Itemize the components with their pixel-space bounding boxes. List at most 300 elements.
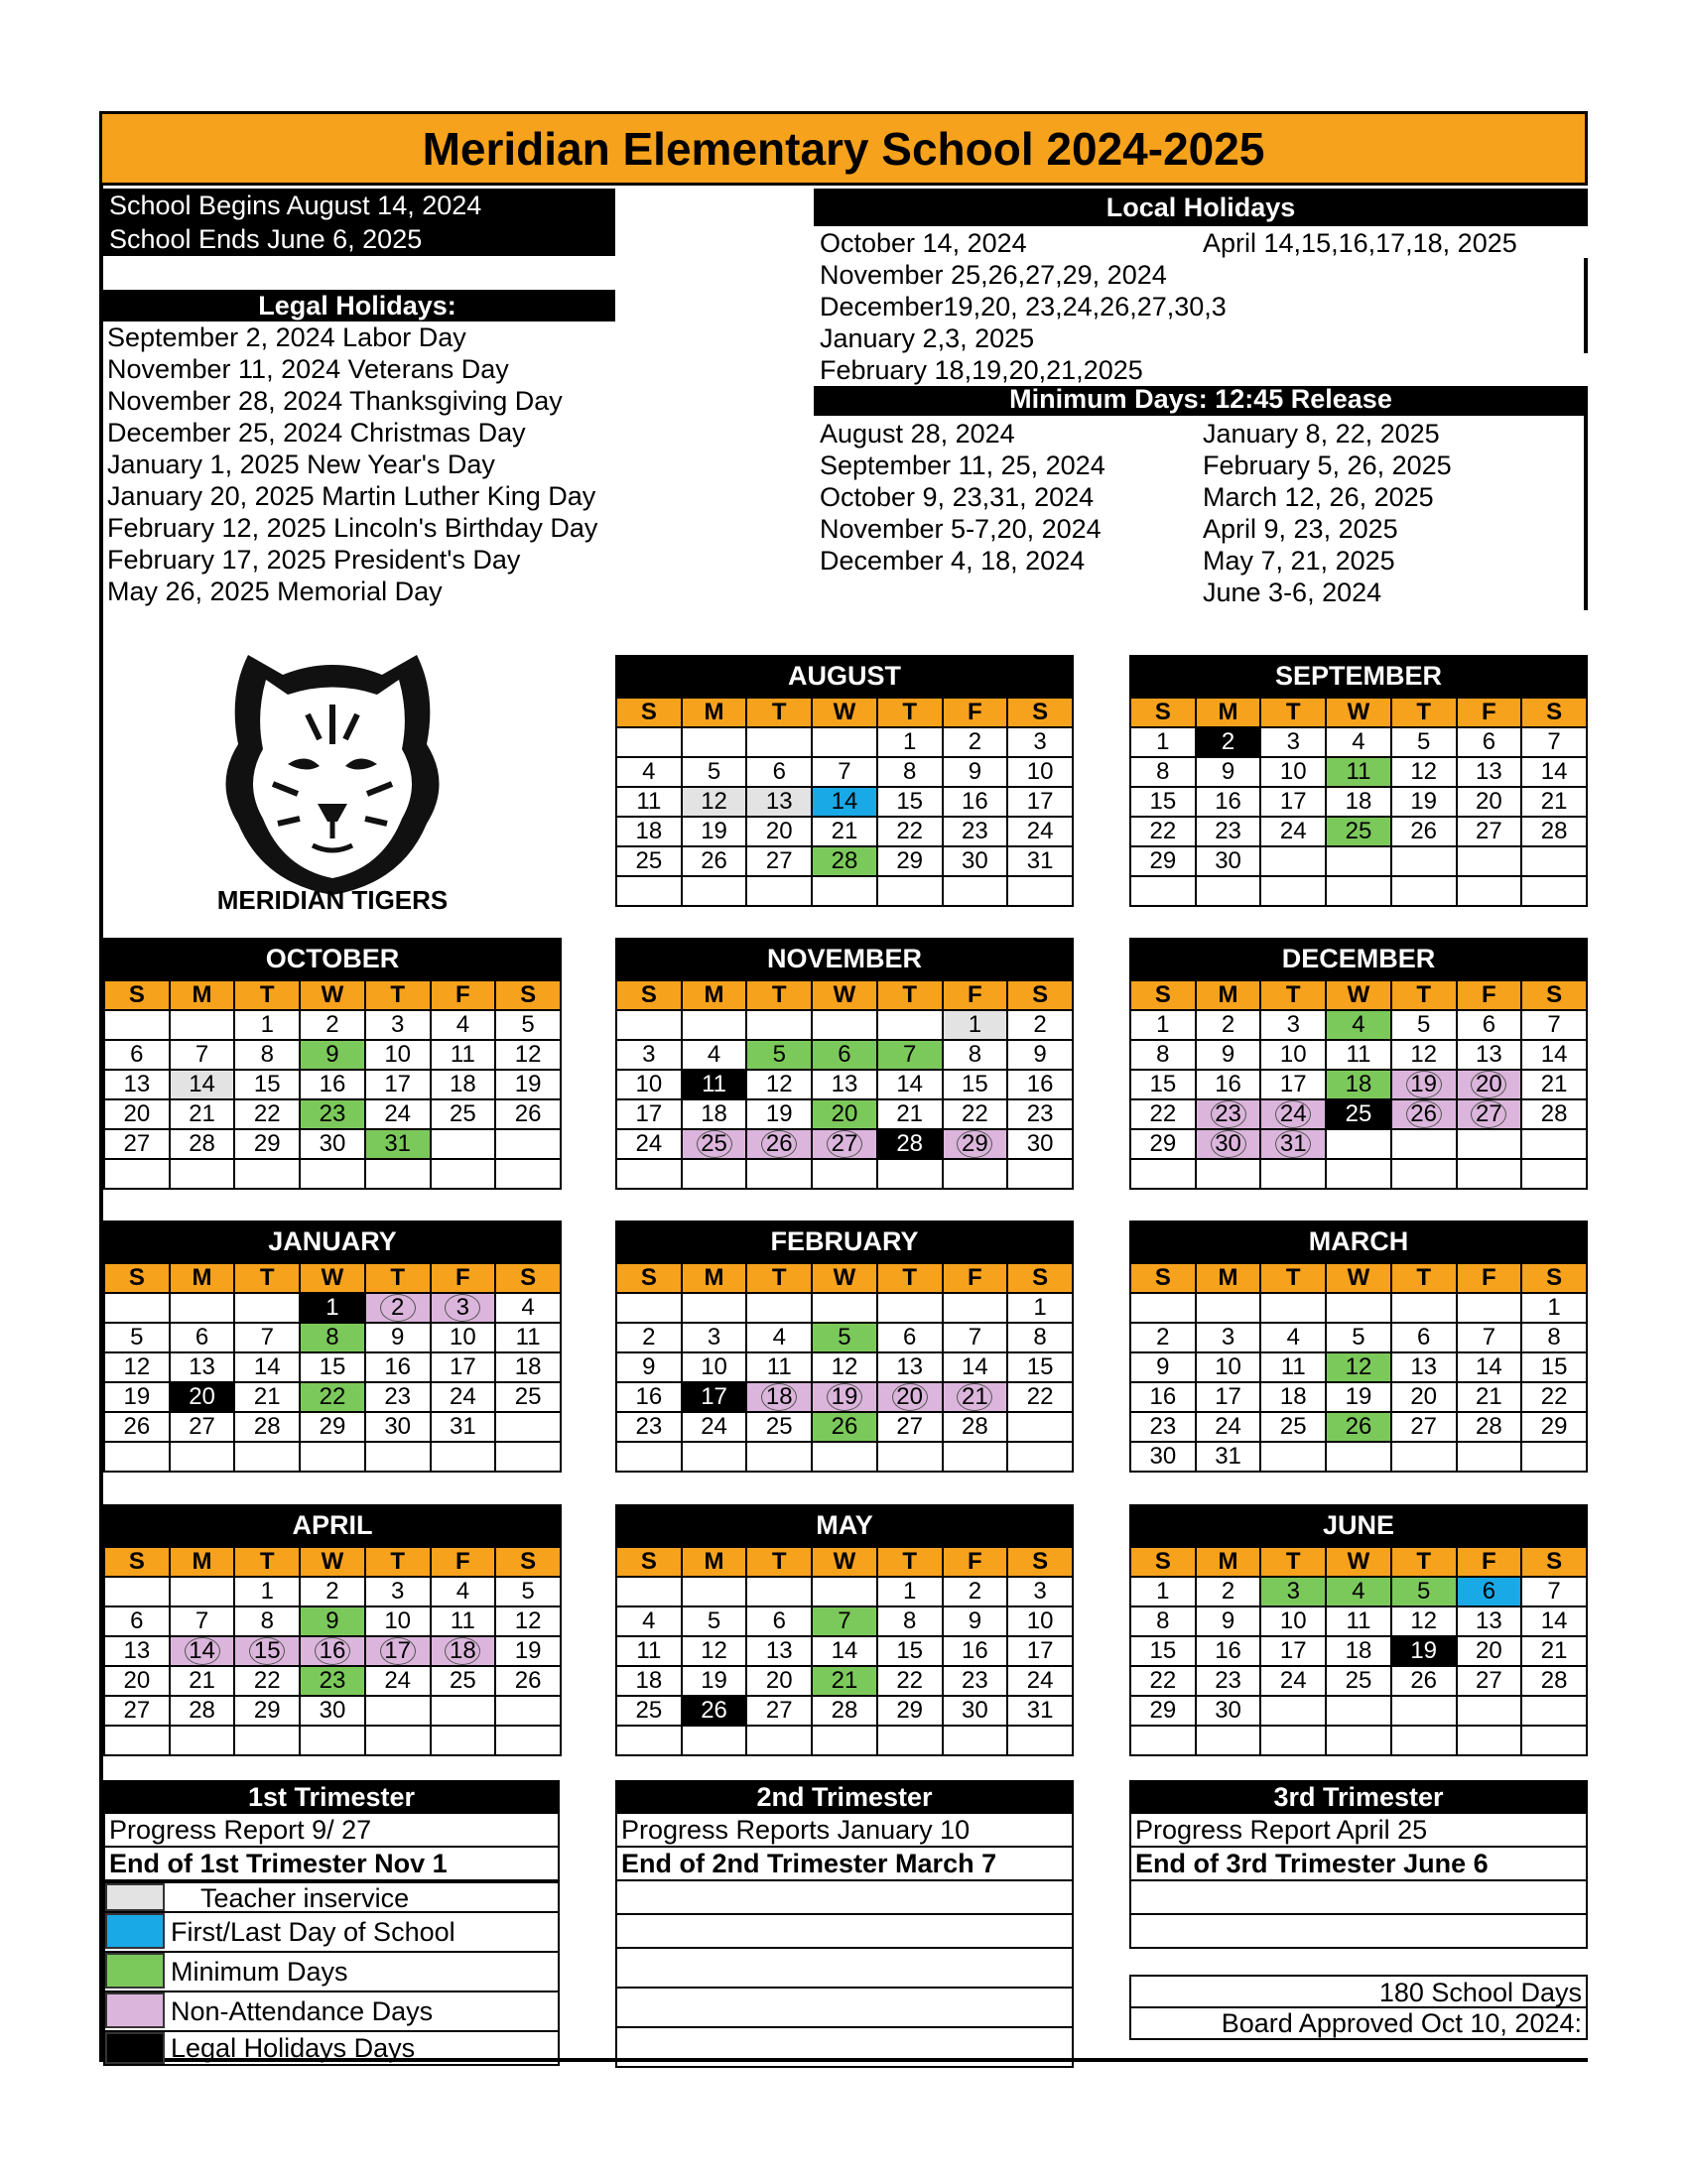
day-number: 11	[1346, 758, 1371, 785]
day-number: 2	[1221, 1578, 1235, 1605]
day-number: 31	[1026, 1697, 1054, 1724]
day-cell	[1007, 1696, 1073, 1726]
month-name: FEBRUARY	[615, 1220, 1074, 1262]
day-cell	[234, 1293, 300, 1323]
day-header: T	[746, 1263, 812, 1293]
day-number: 24	[635, 1130, 663, 1157]
day-number: 17	[701, 1383, 727, 1410]
day-cell	[431, 1577, 496, 1606]
week-row	[616, 1696, 1073, 1726]
day-cell	[877, 1129, 943, 1159]
day-cell	[682, 1696, 747, 1726]
day-cell	[1457, 757, 1522, 787]
week-row	[1130, 727, 1587, 757]
day-number: 5	[521, 1011, 535, 1038]
day-header: T	[365, 980, 431, 1010]
day-cell	[943, 1293, 1008, 1323]
day-cell	[1457, 1726, 1522, 1755]
day-cell	[1007, 1010, 1073, 1040]
day-cell	[1130, 1323, 1196, 1352]
day-cell	[1007, 1606, 1073, 1636]
day-number: 1	[1156, 1578, 1170, 1605]
day-number: 29	[1540, 1413, 1568, 1440]
day-cell	[943, 1696, 1008, 1726]
day-number: 12	[831, 1353, 858, 1380]
day-number: 11	[515, 1324, 541, 1350]
week-row	[104, 1606, 561, 1636]
day-cell	[234, 1636, 300, 1666]
day-cell	[104, 1352, 170, 1382]
empty-row	[615, 2028, 1074, 2068]
month-name: AUGUST	[615, 655, 1074, 697]
day-number: 10	[1215, 1353, 1241, 1380]
day-header: M	[1196, 980, 1261, 1010]
legal-holidays-heading: Legal Holidays:	[99, 290, 615, 321]
day-number: 26	[701, 1697, 727, 1724]
day-cell	[616, 876, 682, 906]
day-cell	[1196, 1666, 1261, 1696]
day-header: T	[1391, 1547, 1457, 1577]
day-cell	[746, 1666, 812, 1696]
day-number: 2	[968, 728, 982, 755]
day-cell	[943, 876, 1008, 906]
day-number: 21	[189, 1100, 215, 1127]
week-row	[616, 1323, 1073, 1352]
day-cell	[877, 1323, 943, 1352]
day-cell	[877, 1040, 943, 1070]
day-cell	[1326, 1010, 1391, 1040]
day-number: 15	[896, 788, 924, 815]
day-cell	[234, 1666, 300, 1696]
day-cell	[495, 1696, 561, 1726]
day-cell	[682, 1040, 747, 1070]
day-cell	[616, 1352, 682, 1382]
day-header-row	[616, 1547, 1073, 1577]
day-cell	[1260, 1293, 1326, 1323]
day-header-row	[104, 980, 561, 1010]
week-row	[616, 846, 1073, 876]
day-cell	[616, 1636, 682, 1666]
day-cell	[1260, 1159, 1326, 1189]
day-number: 1	[325, 1294, 339, 1321]
day-cell	[1391, 846, 1457, 876]
day-cell	[104, 1323, 170, 1352]
day-cell	[746, 1159, 812, 1189]
day-cell	[431, 1382, 496, 1412]
day-cell	[943, 1352, 1008, 1382]
local-holiday-item: February 18,19,20,21,2025	[820, 355, 1143, 385]
day-cell	[1130, 1606, 1196, 1636]
day-number: 8	[1156, 1041, 1170, 1068]
week-row	[104, 1382, 561, 1412]
day-cell	[1007, 1666, 1073, 1696]
day-cell	[1391, 1010, 1457, 1040]
month-name: MARCH	[1129, 1220, 1588, 1262]
day-cell	[877, 1352, 943, 1382]
day-number: 27	[1410, 1413, 1438, 1440]
day-cell	[1260, 1070, 1326, 1099]
legend-swatch	[105, 2032, 165, 2064]
week-row	[104, 1159, 561, 1189]
week-row	[616, 757, 1073, 787]
day-cell	[1260, 1696, 1326, 1726]
day-number: 22	[962, 1100, 988, 1127]
day-number: 17	[1026, 1637, 1054, 1664]
day-cell	[104, 1382, 170, 1412]
day-number: 16	[1026, 1071, 1054, 1097]
day-header: S	[616, 980, 682, 1010]
legal-holidays-list	[107, 321, 597, 607]
day-number: 11	[766, 1353, 792, 1380]
day-number: 20	[892, 1383, 928, 1411]
day-cell	[1391, 1159, 1457, 1189]
day-cell	[431, 1010, 496, 1040]
minimum-day-item: August 28, 2024	[820, 419, 1015, 449]
day-number: 18	[445, 1637, 480, 1665]
day-cell	[812, 1159, 877, 1189]
day-cell	[812, 1099, 877, 1129]
day-number: 25	[1345, 818, 1372, 844]
day-header: W	[812, 980, 877, 1010]
day-number: 28	[831, 847, 858, 874]
day-cell	[1260, 1666, 1326, 1696]
day-cell	[746, 1129, 812, 1159]
day-cell	[104, 1442, 170, 1472]
day-number: 28	[1540, 1100, 1568, 1127]
day-number: 8	[260, 1041, 274, 1068]
day-cell	[682, 1010, 747, 1040]
day-number: 22	[1149, 1667, 1177, 1694]
day-number: 23	[1215, 1667, 1241, 1694]
day-cell	[1196, 1726, 1261, 1755]
day-number: 25	[1345, 1667, 1372, 1694]
day-number: 20	[765, 818, 793, 844]
day-cell	[365, 1666, 431, 1696]
day-cell	[365, 1382, 431, 1412]
day-cell	[234, 1412, 300, 1442]
day-number: 13	[831, 1071, 858, 1097]
day-number: 24	[1279, 1667, 1307, 1694]
day-number: 2	[325, 1011, 339, 1038]
week-row	[616, 1577, 1073, 1606]
day-cell	[1130, 1159, 1196, 1189]
day-cell	[943, 817, 1008, 846]
day-number: 30	[1215, 847, 1241, 874]
day-number: 30	[1211, 1130, 1246, 1158]
day-number: 8	[1156, 758, 1170, 785]
day-header-row	[1130, 1547, 1587, 1577]
day-header: T	[365, 1547, 431, 1577]
day-cell	[1260, 1129, 1326, 1159]
day-number: 11	[1346, 1607, 1371, 1634]
day-number: 13	[765, 788, 793, 815]
trimester-3	[1129, 1780, 1588, 1949]
day-cell	[746, 846, 812, 876]
day-number: 3	[1221, 1324, 1235, 1350]
day-cell	[300, 1129, 365, 1159]
day-cell	[1196, 1636, 1261, 1666]
day-header: S	[616, 698, 682, 727]
day-cell	[431, 1099, 496, 1129]
day-number: 9	[325, 1607, 339, 1634]
day-number: 5	[1416, 728, 1431, 755]
day-cell	[1196, 1352, 1261, 1382]
day-cell	[170, 1099, 235, 1129]
legal-holiday-item: January 1, 2025 New Year's Day	[107, 450, 495, 479]
day-cell	[1391, 1577, 1457, 1606]
day-number: 28	[189, 1697, 215, 1724]
day-number: 18	[450, 1071, 476, 1097]
day-cell	[1260, 787, 1326, 817]
week-row	[104, 1442, 561, 1472]
day-cell	[300, 1666, 365, 1696]
day-cell	[1007, 1726, 1073, 1755]
day-number: 24	[1215, 1413, 1241, 1440]
day-cell	[682, 1323, 747, 1352]
day-number: 14	[962, 1353, 988, 1380]
day-cell	[300, 1070, 365, 1099]
day-number: 1	[260, 1011, 274, 1038]
day-header: S	[1130, 1547, 1196, 1577]
day-number: 29	[1149, 1130, 1177, 1157]
day-cell	[812, 757, 877, 787]
day-number: 24	[384, 1667, 412, 1694]
day-number: 2	[1156, 1324, 1170, 1350]
day-number: 25	[450, 1100, 476, 1127]
day-number: 20	[1410, 1383, 1438, 1410]
day-number: 3	[1286, 728, 1300, 755]
day-number: 18	[1345, 1071, 1372, 1097]
day-cell	[170, 1726, 235, 1755]
day-number: 17	[450, 1353, 476, 1380]
day-number: 1	[1156, 1011, 1170, 1038]
day-header: T	[746, 1547, 812, 1577]
day-cell	[682, 1606, 747, 1636]
day-number: 19	[1406, 1071, 1442, 1098]
day-cell	[1260, 1382, 1326, 1412]
day-cell	[1521, 1323, 1587, 1352]
day-cell	[1326, 1636, 1391, 1666]
week-row	[1130, 1070, 1587, 1099]
local-holidays-heading: Local Holidays	[814, 189, 1588, 226]
day-header: W	[1326, 980, 1391, 1010]
day-number: 17	[1215, 1383, 1241, 1410]
day-cell	[1521, 1412, 1587, 1442]
day-number: 14	[1540, 1607, 1568, 1634]
day-cell	[495, 1442, 561, 1472]
legal-holiday-item: September 2, 2024 Labor Day	[107, 322, 466, 352]
week-row	[616, 1040, 1073, 1070]
day-number: 5	[772, 1041, 786, 1068]
day-number: 8	[260, 1607, 274, 1634]
day-number: 3	[390, 1578, 405, 1605]
day-number: 26	[514, 1667, 542, 1694]
day-cell	[365, 1293, 431, 1323]
day-number: 12	[701, 788, 727, 815]
day-number: 6	[130, 1041, 144, 1068]
day-number: 25	[697, 1130, 732, 1158]
day-number: 23	[319, 1100, 346, 1127]
day-cell	[616, 1726, 682, 1755]
day-cell	[1391, 1293, 1457, 1323]
day-cell	[682, 1159, 747, 1189]
day-number: 15	[1149, 1071, 1177, 1097]
day-cell	[431, 1696, 496, 1726]
day-cell	[812, 1040, 877, 1070]
day-cell	[1130, 757, 1196, 787]
day-header: F	[1457, 1263, 1522, 1293]
day-cell	[431, 1412, 496, 1442]
day-number: 10	[701, 1353, 727, 1380]
day-cell	[682, 727, 747, 757]
day-cell	[365, 1577, 431, 1606]
day-cell	[300, 1696, 365, 1726]
legend-label: Teacher inservice	[200, 1883, 410, 1913]
day-cell	[1391, 1412, 1457, 1442]
day-number: 19	[514, 1637, 542, 1664]
day-number: 9	[642, 1353, 656, 1380]
day-number: 25	[450, 1667, 476, 1694]
day-cell	[1007, 1070, 1073, 1099]
legend-label: Legal Holidays Days	[171, 2033, 416, 2063]
day-number: 22	[896, 818, 924, 844]
day-cell	[812, 1577, 877, 1606]
day-number: 21	[831, 1667, 858, 1694]
day-cell	[495, 1323, 561, 1352]
day-cell	[1457, 1577, 1522, 1606]
day-number: 20	[189, 1383, 215, 1410]
day-header: T	[234, 980, 300, 1010]
day-cell	[1391, 787, 1457, 817]
day-cell	[1007, 727, 1073, 757]
day-header: T	[877, 698, 943, 727]
day-cell	[1007, 757, 1073, 787]
day-number: 23	[319, 1667, 346, 1694]
day-cell	[682, 1577, 747, 1606]
month-name: JANUARY	[103, 1220, 562, 1262]
day-header-row	[104, 1263, 561, 1293]
day-header: T	[1260, 1547, 1326, 1577]
day-number: 21	[253, 1383, 281, 1410]
day-number: 20	[123, 1667, 151, 1694]
day-number: 21	[831, 818, 858, 844]
week-row	[104, 1726, 561, 1755]
day-number: 11	[1280, 1353, 1306, 1380]
week-row	[616, 1099, 1073, 1129]
day-number: 21	[957, 1383, 992, 1411]
day-cell	[943, 1636, 1008, 1666]
day-cell	[104, 1606, 170, 1636]
day-cell	[943, 1099, 1008, 1129]
month-calendar-december	[1129, 938, 1588, 1190]
day-number: 9	[1156, 1353, 1170, 1380]
day-number: 5	[521, 1578, 535, 1605]
day-cell	[682, 1099, 747, 1129]
day-cell	[1196, 1606, 1261, 1636]
day-header: S	[1521, 1263, 1587, 1293]
week-row	[1130, 1040, 1587, 1070]
day-cell	[812, 1010, 877, 1040]
day-cell	[1196, 1293, 1261, 1323]
day-cell	[1326, 1382, 1391, 1412]
day-cell	[812, 1726, 877, 1755]
day-cell	[682, 876, 747, 906]
day-cell	[1326, 846, 1391, 876]
day-number: 5	[838, 1324, 851, 1350]
day-cell	[1457, 1442, 1522, 1472]
day-cell	[1260, 1412, 1326, 1442]
day-cell	[877, 1726, 943, 1755]
day-number: 13	[123, 1637, 151, 1664]
day-number: 9	[325, 1041, 339, 1068]
day-number: 22	[253, 1667, 281, 1694]
day-cell	[1130, 1636, 1196, 1666]
day-number: 16	[635, 1383, 663, 1410]
day-cell	[812, 817, 877, 846]
day-number: 6	[130, 1607, 144, 1634]
day-number: 15	[962, 1071, 988, 1097]
day-number: 18	[761, 1383, 797, 1411]
day-number: 12	[1410, 1041, 1438, 1068]
day-number: 7	[902, 1041, 917, 1068]
day-cell	[1326, 757, 1391, 787]
day-cell	[1130, 1352, 1196, 1382]
day-number: 5	[130, 1324, 144, 1350]
day-number: 17	[1279, 1637, 1307, 1664]
day-number: 27	[1471, 1100, 1506, 1128]
day-cell	[1521, 757, 1587, 787]
day-number: 4	[642, 1607, 656, 1634]
day-header: W	[300, 1263, 365, 1293]
month-name: DECEMBER	[1129, 938, 1588, 979]
day-cell	[1521, 1382, 1587, 1412]
day-cell	[877, 1577, 943, 1606]
day-cell	[234, 1606, 300, 1636]
day-cell	[1391, 1442, 1457, 1472]
day-header: W	[812, 698, 877, 727]
day-cell	[431, 1129, 496, 1159]
day-number: 8	[1156, 1607, 1170, 1634]
trimester-end: End of 3rd Trimester June 6	[1129, 1848, 1588, 1881]
week-row	[1130, 787, 1587, 817]
day-cell	[877, 1010, 943, 1040]
day-cell	[431, 1070, 496, 1099]
day-number: 19	[1410, 1637, 1438, 1664]
day-number: 6	[1482, 728, 1496, 755]
day-cell	[365, 1323, 431, 1352]
day-number: 6	[1482, 1011, 1496, 1038]
day-cell	[495, 1010, 561, 1040]
day-cell	[300, 1293, 365, 1323]
day-number: 12	[1410, 1607, 1438, 1634]
day-cell	[877, 876, 943, 906]
day-number: 20	[123, 1100, 151, 1127]
day-number: 5	[707, 758, 721, 785]
day-cell	[943, 1412, 1008, 1442]
day-cell	[746, 1606, 812, 1636]
day-cell	[682, 787, 747, 817]
day-number: 24	[450, 1383, 476, 1410]
day-number: 27	[1476, 818, 1502, 844]
day-header: F	[943, 698, 1008, 727]
day-header: T	[746, 698, 812, 727]
day-cell	[495, 1159, 561, 1189]
day-cell	[1196, 1382, 1261, 1412]
day-number: 16	[1215, 1637, 1241, 1664]
month-name: MAY	[615, 1504, 1074, 1546]
day-cell	[1521, 1099, 1587, 1129]
day-cell	[1391, 1040, 1457, 1070]
